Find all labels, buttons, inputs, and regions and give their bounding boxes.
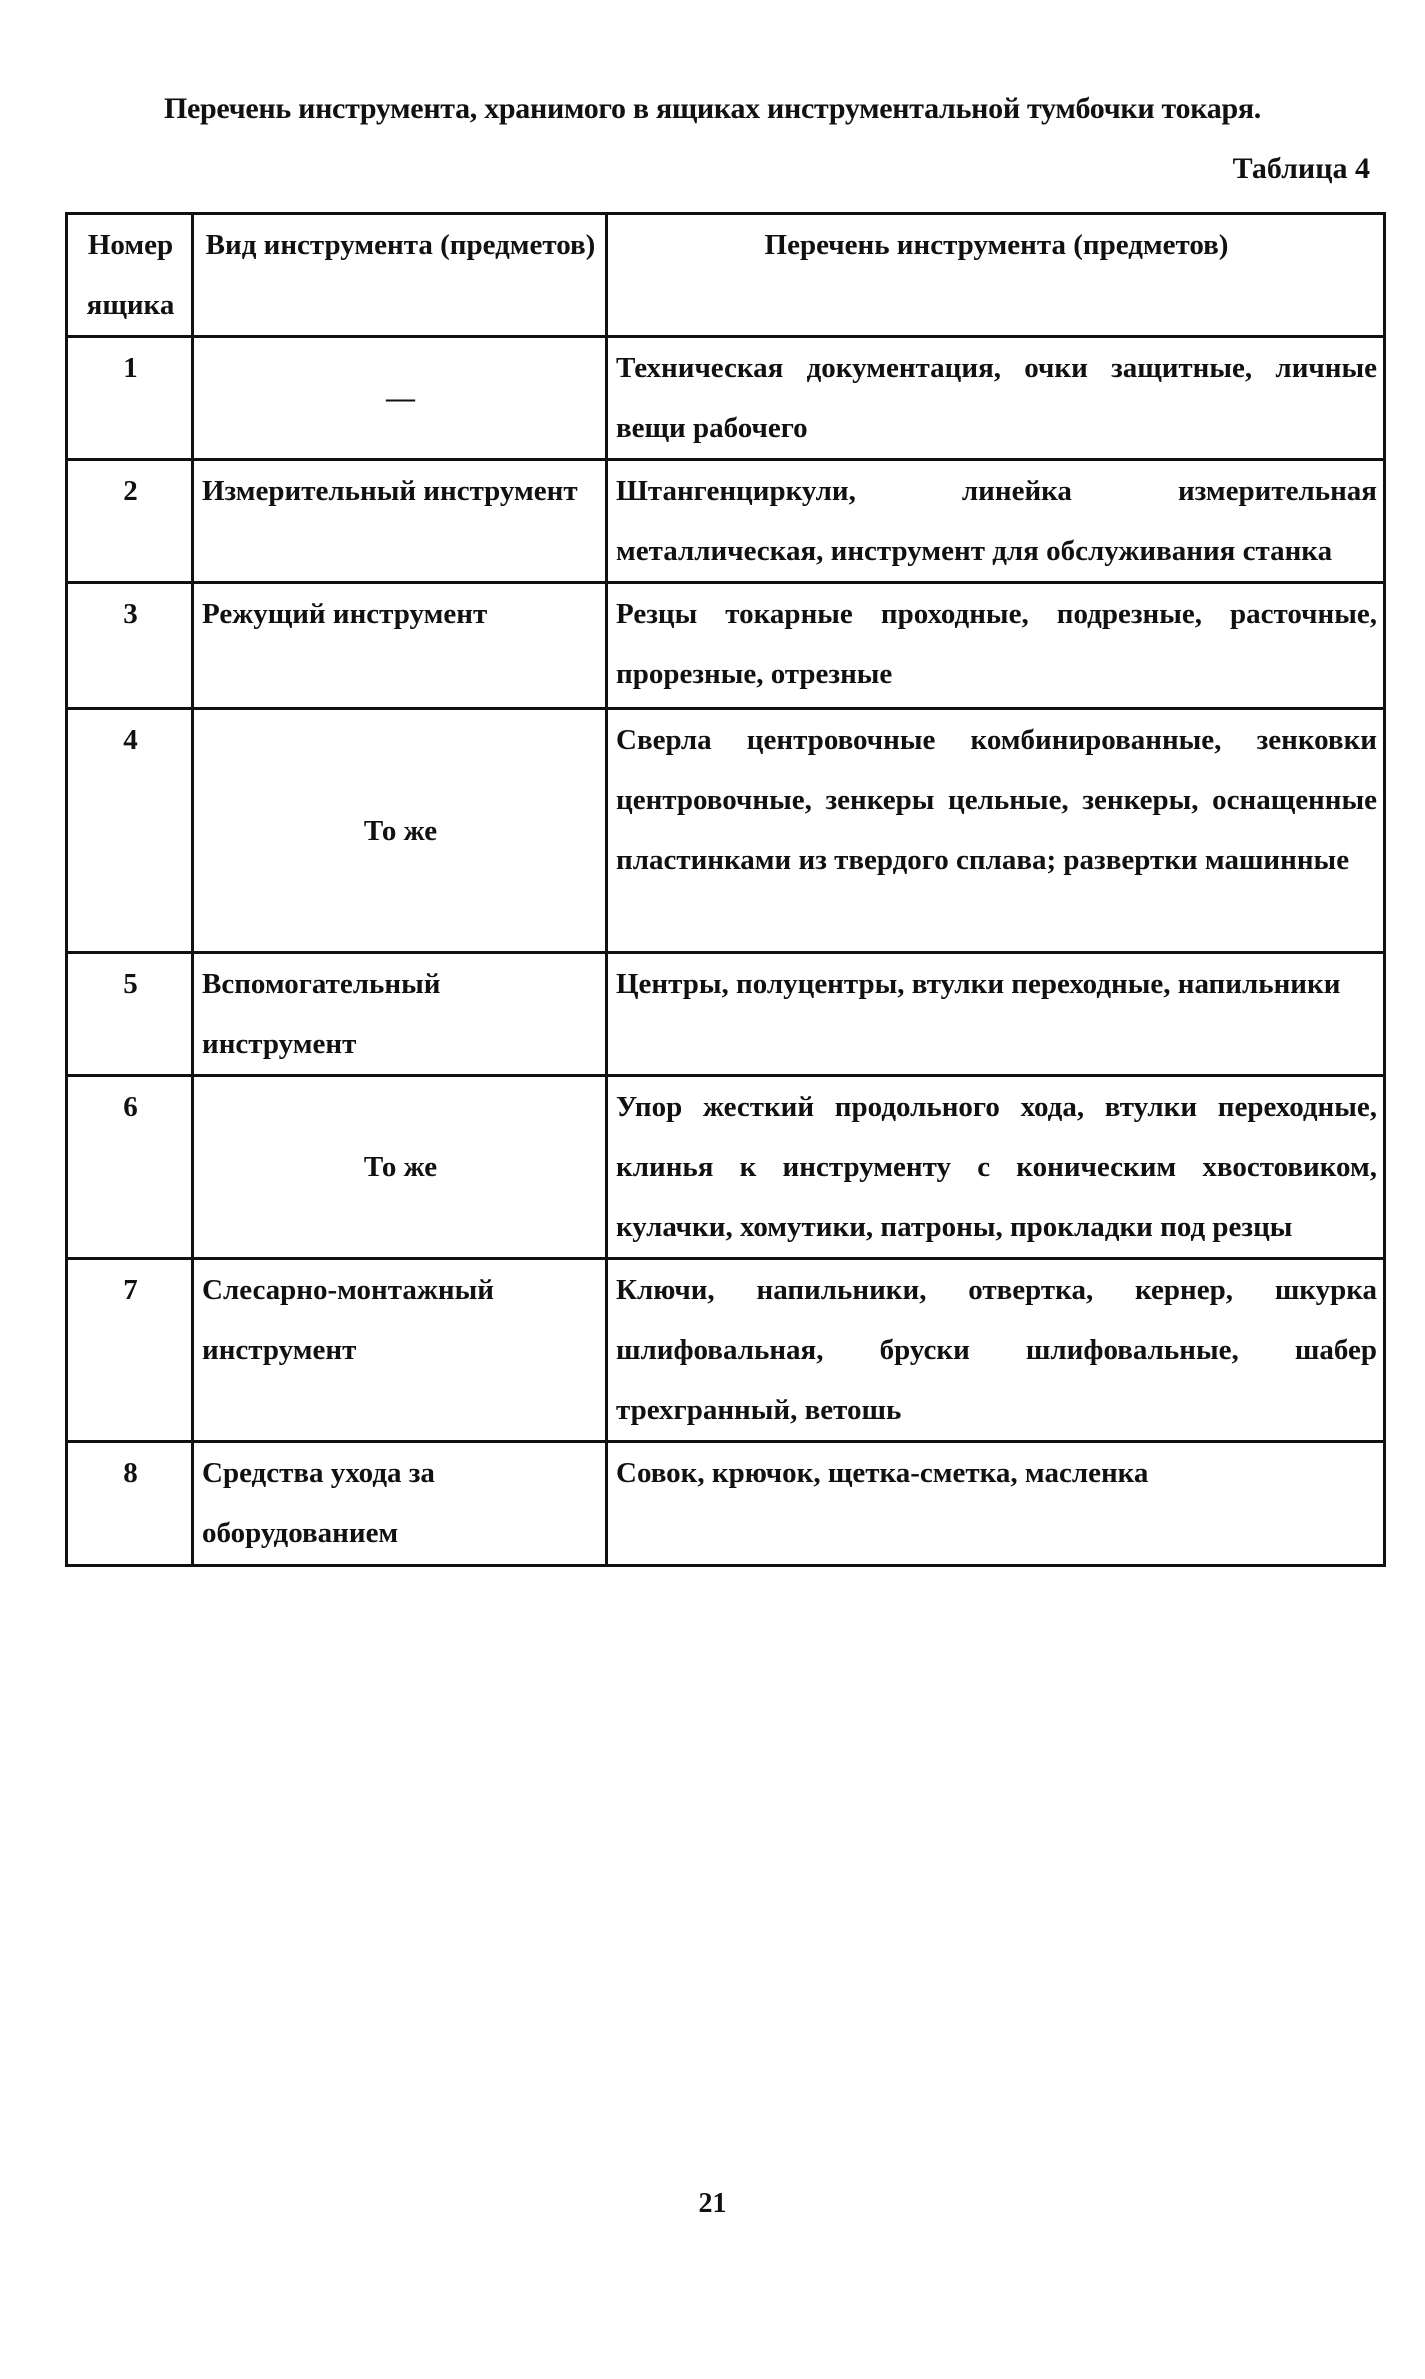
header-box-number: Номер ящика: [67, 214, 193, 337]
tool-list: Штангенциркули, линейка измерительная металлическая, инструмент для обслуживания станка: [607, 460, 1385, 583]
tool-list: Резцы токарные проходные, подрезные, расточные, прорезные, отрезные: [607, 583, 1385, 709]
tool-list: Совок, крючок, щетка-сметка, масленка: [607, 1442, 1385, 1566]
box-number: 3: [67, 583, 193, 709]
table-row: [67, 709, 1385, 953]
tool-list: Упор жесткий продольного хода, втулки переходные, клинья к инструменту с коническим хвостовиком, кулачки, хомутики, патроны, прокладки под резцы: [607, 1076, 1385, 1259]
box-number: 1: [67, 337, 193, 460]
document-title: Перечень инструмента, хранимого в ящиках инструментальной тумбочки токаря.: [164, 92, 1261, 125]
box-number: 7: [67, 1259, 193, 1442]
tool-kind: Средства ухода за оборудованием: [193, 1442, 607, 1566]
table-row: [67, 460, 1385, 583]
tool-list: Техническая документация, очки защитные, личные вещи рабочего: [607, 337, 1385, 460]
header-tool-kind: Вид инструмента (предметов): [193, 214, 607, 337]
table-row: [67, 583, 1385, 709]
table-header-row: [67, 214, 1385, 337]
tool-list: Сверла центровочные комбинированные, зенковки центровочные, зенкеры цельные, зенкеры, оснащенные пластинками из твердого сплава; развертки машинные: [607, 709, 1385, 953]
tool-kind: То же: [193, 1076, 607, 1259]
tool-kind: Измерительный инструмент: [193, 460, 607, 583]
tool-list: Ключи, напильники, отвертка, кернер, шкурка шлифовальная, бруски шлифовальные, шабер трехгранный, ветошь: [607, 1259, 1385, 1442]
header-tool-list: Перечень инструмента (предметов): [607, 214, 1385, 337]
table-row: [67, 337, 1385, 460]
box-number: 2: [67, 460, 193, 583]
table-row: [67, 1076, 1385, 1259]
tool-kind: Слесарно-монтажный инструмент: [193, 1259, 607, 1442]
table-row: [67, 1259, 1385, 1442]
tool-kind: Режущий инструмент: [193, 583, 607, 709]
box-number: 4: [67, 709, 193, 953]
table-label: Таблица 4: [1232, 152, 1370, 185]
page-number: 21: [698, 2188, 727, 2219]
tool-table: [65, 212, 1386, 1567]
box-number: 8: [67, 1442, 193, 1566]
box-number: 5: [67, 953, 193, 1076]
table-row: [67, 953, 1385, 1076]
box-number: 6: [67, 1076, 193, 1259]
tool-list: Центры, полуцентры, втулки переходные, напильники: [607, 953, 1385, 1076]
tool-kind: —: [193, 337, 607, 460]
tool-kind: То же: [193, 709, 607, 953]
table-row: [67, 1442, 1385, 1566]
tool-kind: Вспомогательный инструмент: [193, 953, 607, 1076]
